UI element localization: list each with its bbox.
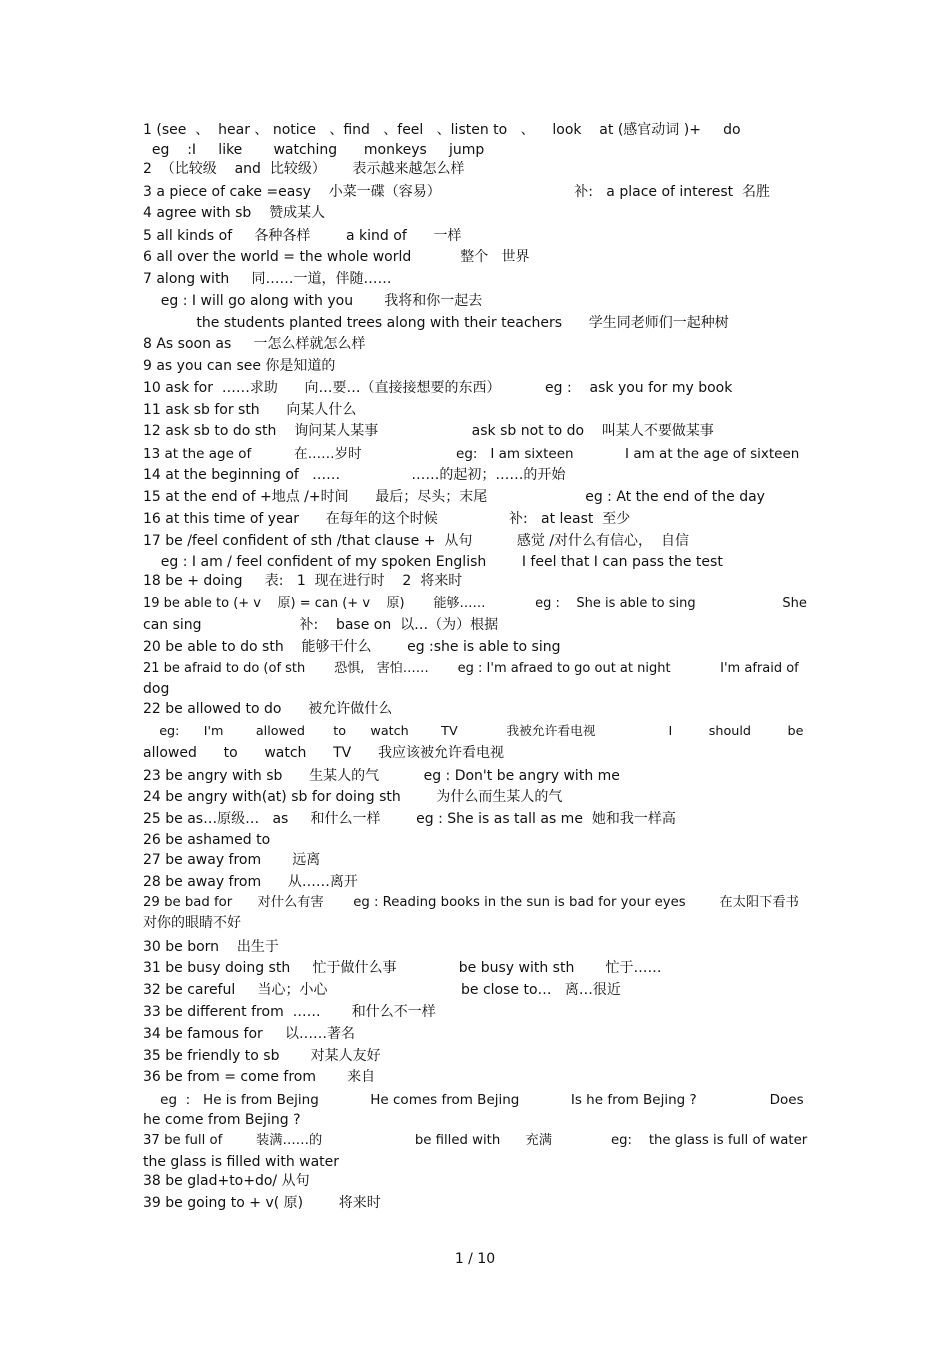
text-line: 24 be angry with(at) sb for doing sth 为什么而生某人的气 <box>143 789 563 805</box>
text-line: 4 agree with sb 赞成某人 <box>143 205 326 221</box>
text-line: eg : He is from Bejing He comes from Bejing Is he from Bejing ? Does <box>143 1092 804 1108</box>
text-line: 6 all over the world = the whole world 整个 世界 <box>143 249 530 265</box>
text-line: dog <box>143 681 170 697</box>
text-line: 19 be able to (+ v 原) = can (+ v 原) 能够…… eg : She is able to sing She <box>143 596 807 611</box>
text-line: 37 be full of 装满……的 be filled with 充满 eg: the glass is full of water <box>143 1133 808 1148</box>
text-line: 14 at the beginning of …… ……的起初；……的开始 <box>143 467 566 483</box>
text-line: 对你的眼睛不好 <box>143 915 241 931</box>
text-line: 30 be born 出生于 <box>143 939 279 955</box>
text-line: 23 be angry with sb 生某人的气 eg : Don't be angry with me <box>143 768 620 784</box>
text-line: the glass is filled with water <box>143 1154 340 1170</box>
text-line: 31 be busy doing sth 忙于做什么事 be busy with sth 忙于…… <box>143 960 662 976</box>
text-line: eg : I am / feel confident of my spoken English I feel that I can pass the test <box>143 554 723 570</box>
text-line: 9 as you can see 你是知道的 <box>143 358 336 374</box>
text-line: 28 be away from 从……离开 <box>143 874 358 890</box>
text-line: 13 at the age of 在……岁时 eg: I am sixteen I am at the age of sixteen <box>143 446 800 462</box>
text-line: 15 at the end of +地点 /+时间 最后；尽头；末尾 eg : At the end of the day <box>143 489 765 505</box>
text-line: 27 be away from 远离 <box>143 852 321 868</box>
text-line: 8 As soon as 一怎么样就怎么样 <box>143 336 366 352</box>
text-line: eg : I will go along with you 我将和你一起去 <box>143 293 483 309</box>
text-line: 32 be careful 当心；小心 be close to… 离…很近 <box>143 982 621 998</box>
text-line: 12 ask sb to do sth 询问某人某事 ask sb not to do 叫某人不要做某事 <box>143 423 714 439</box>
text-line: 35 be friendly to sb 对某人友好 <box>143 1048 381 1064</box>
text-line: 16 at this time of year 在每年的这个时候 补: at least 至少 <box>143 511 631 527</box>
text-line: the students planted trees along with their teachers 学生同老师们一起种树 <box>143 315 729 331</box>
text-line: 10 ask for ……求助 向…要…（直接接想要的东西） eg : ask you for my book <box>143 380 733 396</box>
text-line: allowed to watch TV 我应该被允许看电视 <box>143 745 504 761</box>
text-line: 29 be bad for 对什么有害 eg : Reading books in the sun is bad for your eyes 在太阳下看书 <box>143 895 799 910</box>
text-line: 11 ask sb for sth 向某人什么 <box>143 402 357 418</box>
text-line: 36 be from = come from 来自 <box>143 1069 376 1085</box>
text-line: 2 （比较级 and 比较级） 表示越来越怎么样 <box>143 161 465 177</box>
text-line: 1 (see 、 hear 、 notice 、find 、feel 、listen to 、 look at (感官动词 )+ do <box>143 122 741 138</box>
text-line: 5 all kinds of 各种各样 a kind of 一样 <box>143 228 462 244</box>
text-line: 7 along with 同……一道，伴随…… <box>143 271 392 287</box>
text-line: 39 be going to + v( 原) 将来时 <box>143 1195 381 1211</box>
text-line: 26 be ashamed to <box>143 832 271 848</box>
text-line: 20 be able to do sth 能够干什么 eg :she is able to sing <box>143 639 561 655</box>
text-line: 22 be allowed to do 被允许做什么 <box>143 701 393 717</box>
text-line: eg :I like watching monkeys jump <box>143 142 485 158</box>
text-line: eg: I'm allowed to watch TV 我被允许看电视 I should be <box>143 724 804 739</box>
text-line: 34 be famous for 以……著名 <box>143 1026 356 1042</box>
text-line: 17 be /feel confident of sth /that clause + 从句 感觉 /对什么有信心， 自信 <box>143 533 689 549</box>
text-line: 38 be glad+to+do/ 从句 <box>143 1173 310 1189</box>
text-line: 3 a piece of cake =easy 小菜一碟（容易） 补: a place of interest 名胜 <box>143 184 771 200</box>
text-line: he come from Bejing ? <box>143 1112 301 1128</box>
text-line: 25 be as…原级… as 和什么一样 eg : She is as tall as me 她和我一样高 <box>143 811 676 827</box>
text-line: 18 be + doing 表: 1 现在进行时 2 将来时 <box>143 573 463 589</box>
text-line: 33 be different from …… 和什么不一样 <box>143 1004 436 1020</box>
text-line: can sing 补: base on 以…（为）根据 <box>143 617 499 633</box>
text-line: 21 be afraid to do (of sth 恐惧, 害怕…… eg : I'm afraed to go out at night I'm afraid of <box>143 661 799 676</box>
page-number: 1 / 10 <box>454 1251 496 1267</box>
